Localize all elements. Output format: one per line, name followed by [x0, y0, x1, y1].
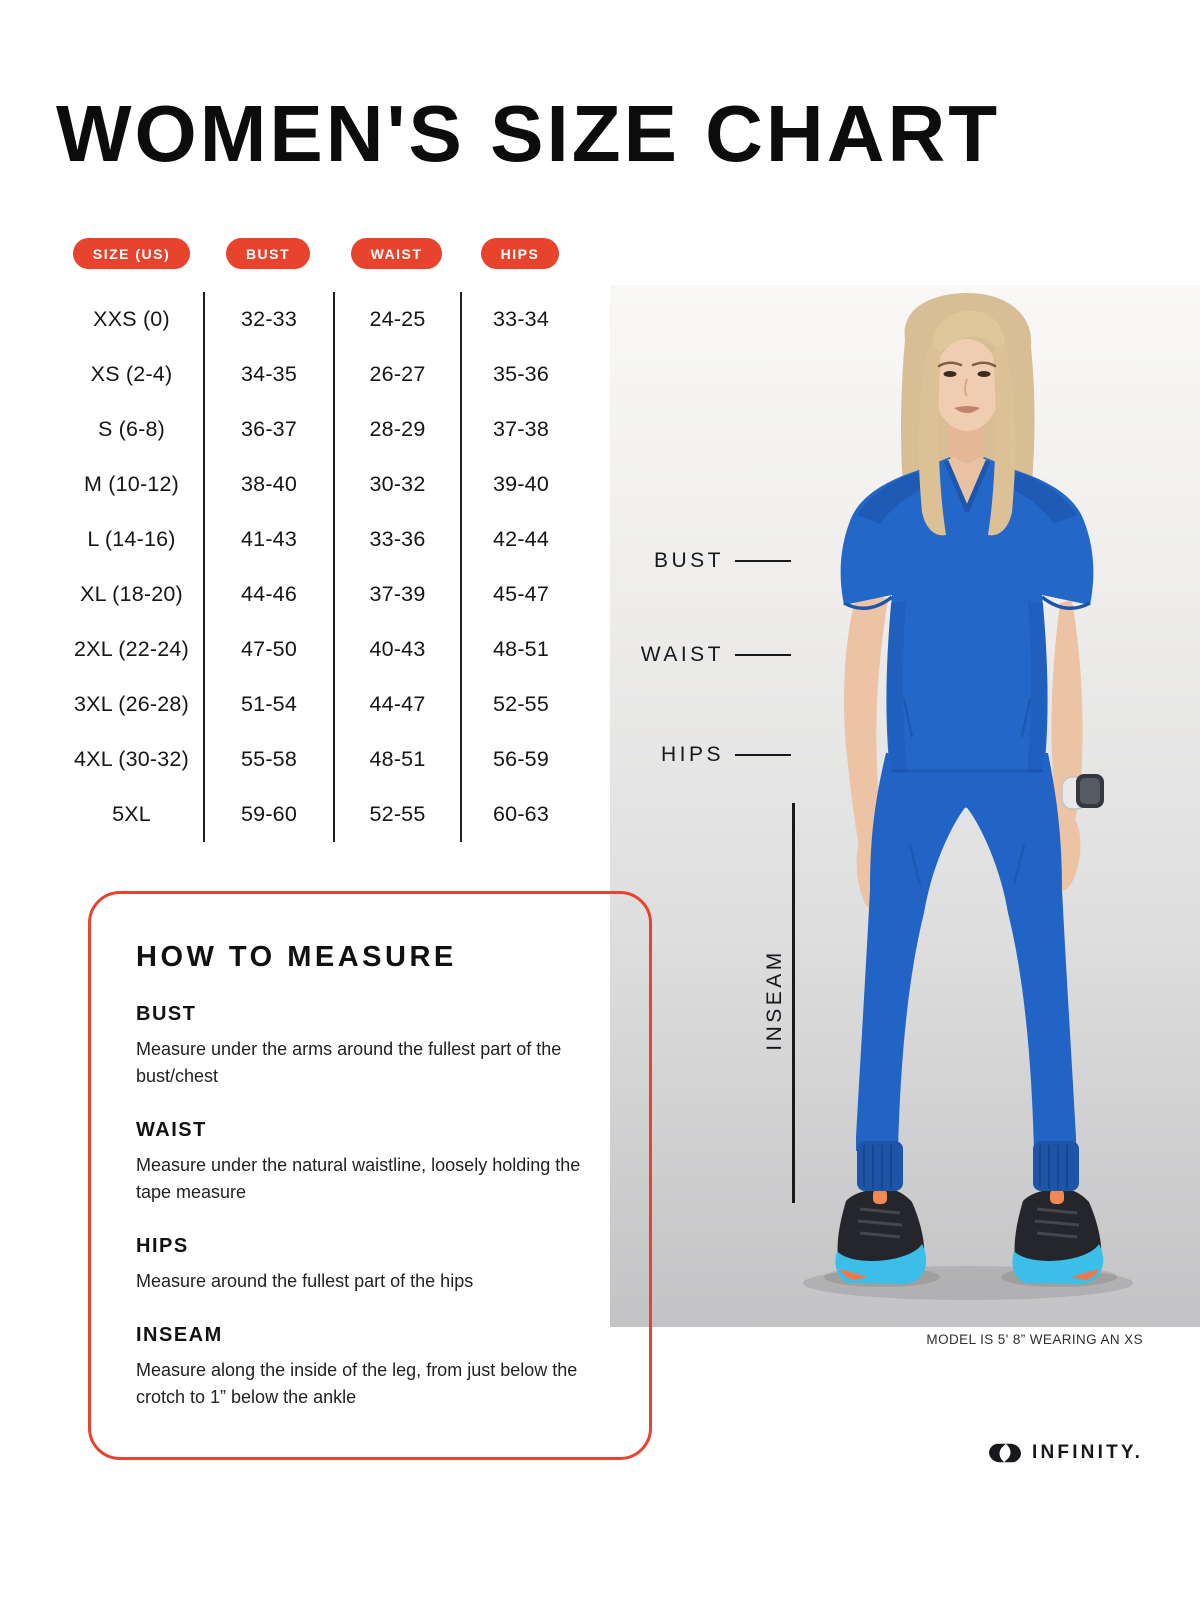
hips-pointer	[610, 740, 791, 770]
bust-label: BUST	[653, 549, 724, 572]
size-table	[60, 292, 580, 842]
cell-size: XXS (0)	[93, 307, 170, 331]
measure-item-bust	[136, 1002, 611, 1090]
measure-item-hips	[136, 1234, 611, 1295]
how-to-measure-heading: HOW TO MEASURE	[136, 941, 457, 973]
header-pill-size: SIZE (US)	[73, 238, 190, 269]
cell-waist: 44-47	[333, 677, 460, 732]
bust-pointer-line	[735, 560, 791, 562]
brand-logo	[988, 1441, 1143, 1465]
measure-item-label: INSEAM	[136, 1324, 223, 1346]
header-pill-waist: WAIST	[351, 238, 443, 269]
cell-hips: 56-59	[460, 732, 580, 787]
cell-hips: 39-40	[460, 457, 580, 512]
cell-size: L (14-16)	[87, 527, 176, 551]
cell-hips: 52-55	[460, 677, 580, 732]
header-pill-bust: BUST	[226, 238, 310, 269]
cell-waist: 40-43	[333, 622, 460, 677]
cell-waist: 26-27	[333, 347, 460, 402]
measure-item-label: BUST	[136, 1003, 197, 1025]
cell-waist: 28-29	[333, 402, 460, 457]
inseam-pointer-line	[792, 803, 795, 1203]
cell-hips: 37-38	[460, 402, 580, 457]
cell-size: M (10-12)	[84, 472, 179, 496]
inseam-label: INSEAM	[763, 949, 786, 1051]
measure-item-text: Measure under the arms around the fullest part of the bust/chest	[136, 1039, 562, 1086]
measure-item-label: WAIST	[136, 1119, 207, 1141]
cell-hips: 45-47	[460, 567, 580, 622]
measure-item-waist	[136, 1118, 611, 1206]
cell-hips: 35-36	[460, 347, 580, 402]
header-pill-hips: HIPS	[481, 238, 560, 269]
page-title: WOMEN'S SIZE CHART	[56, 89, 1001, 178]
waist-label: WAIST	[640, 643, 724, 666]
cell-bust: 47-50	[203, 622, 333, 677]
cell-bust: 55-58	[203, 732, 333, 787]
model-photo	[610, 285, 1200, 1327]
brand-mark-icon	[988, 1441, 1022, 1465]
cell-size: 2XL (22-24)	[74, 637, 189, 661]
cell-bust: 34-35	[203, 347, 333, 402]
cell-hips: 42-44	[460, 512, 580, 567]
cell-waist: 33-36	[333, 512, 460, 567]
measure-item-label: HIPS	[136, 1235, 189, 1257]
cell-waist: 37-39	[333, 567, 460, 622]
cell-bust: 51-54	[203, 677, 333, 732]
brand-wordmark: INFINITY.	[1032, 1442, 1144, 1463]
waist-pointer	[610, 640, 791, 670]
model-caption: MODEL IS 5' 8” WEARING AN XS	[926, 1332, 1143, 1347]
model-illustration	[610, 285, 1200, 1327]
cell-size: S (6-8)	[97, 417, 166, 441]
hips-label: HIPS	[660, 743, 724, 766]
cell-waist: 48-51	[333, 732, 460, 787]
cell-waist: 52-55	[333, 787, 460, 842]
cell-bust: 59-60	[203, 787, 333, 842]
measure-item-text: Measure along the inside of the leg, from just below the crotch to 1” below the ankle	[136, 1360, 578, 1407]
measure-item-inseam	[136, 1323, 611, 1411]
cell-waist: 30-32	[333, 457, 460, 512]
cell-size: XL (18-20)	[80, 582, 183, 606]
waist-pointer-line	[735, 654, 791, 656]
cell-size: 5XL	[112, 802, 151, 826]
cell-size: 3XL (26-28)	[74, 692, 189, 716]
hips-pointer-line	[735, 754, 791, 756]
cell-hips: 60-63	[460, 787, 580, 842]
size-table-header	[60, 238, 580, 269]
cell-hips: 48-51	[460, 622, 580, 677]
cell-bust: 44-46	[203, 567, 333, 622]
cell-bust: 41-43	[203, 512, 333, 567]
measure-item-text: Measure around the fullest part of the hips	[136, 1271, 474, 1291]
how-to-measure-box	[88, 891, 652, 1460]
bust-pointer	[610, 546, 791, 576]
cell-size: XS (2-4)	[90, 362, 173, 386]
measure-item-text: Measure under the natural waistline, loosely holding the tape measure	[136, 1155, 581, 1202]
cell-waist: 24-25	[333, 292, 460, 347]
cell-bust: 38-40	[203, 457, 333, 512]
cell-bust: 32-33	[203, 292, 333, 347]
cell-size: 4XL (30-32)	[74, 747, 189, 771]
cell-hips: 33-34	[460, 292, 580, 347]
cell-bust: 36-37	[203, 402, 333, 457]
